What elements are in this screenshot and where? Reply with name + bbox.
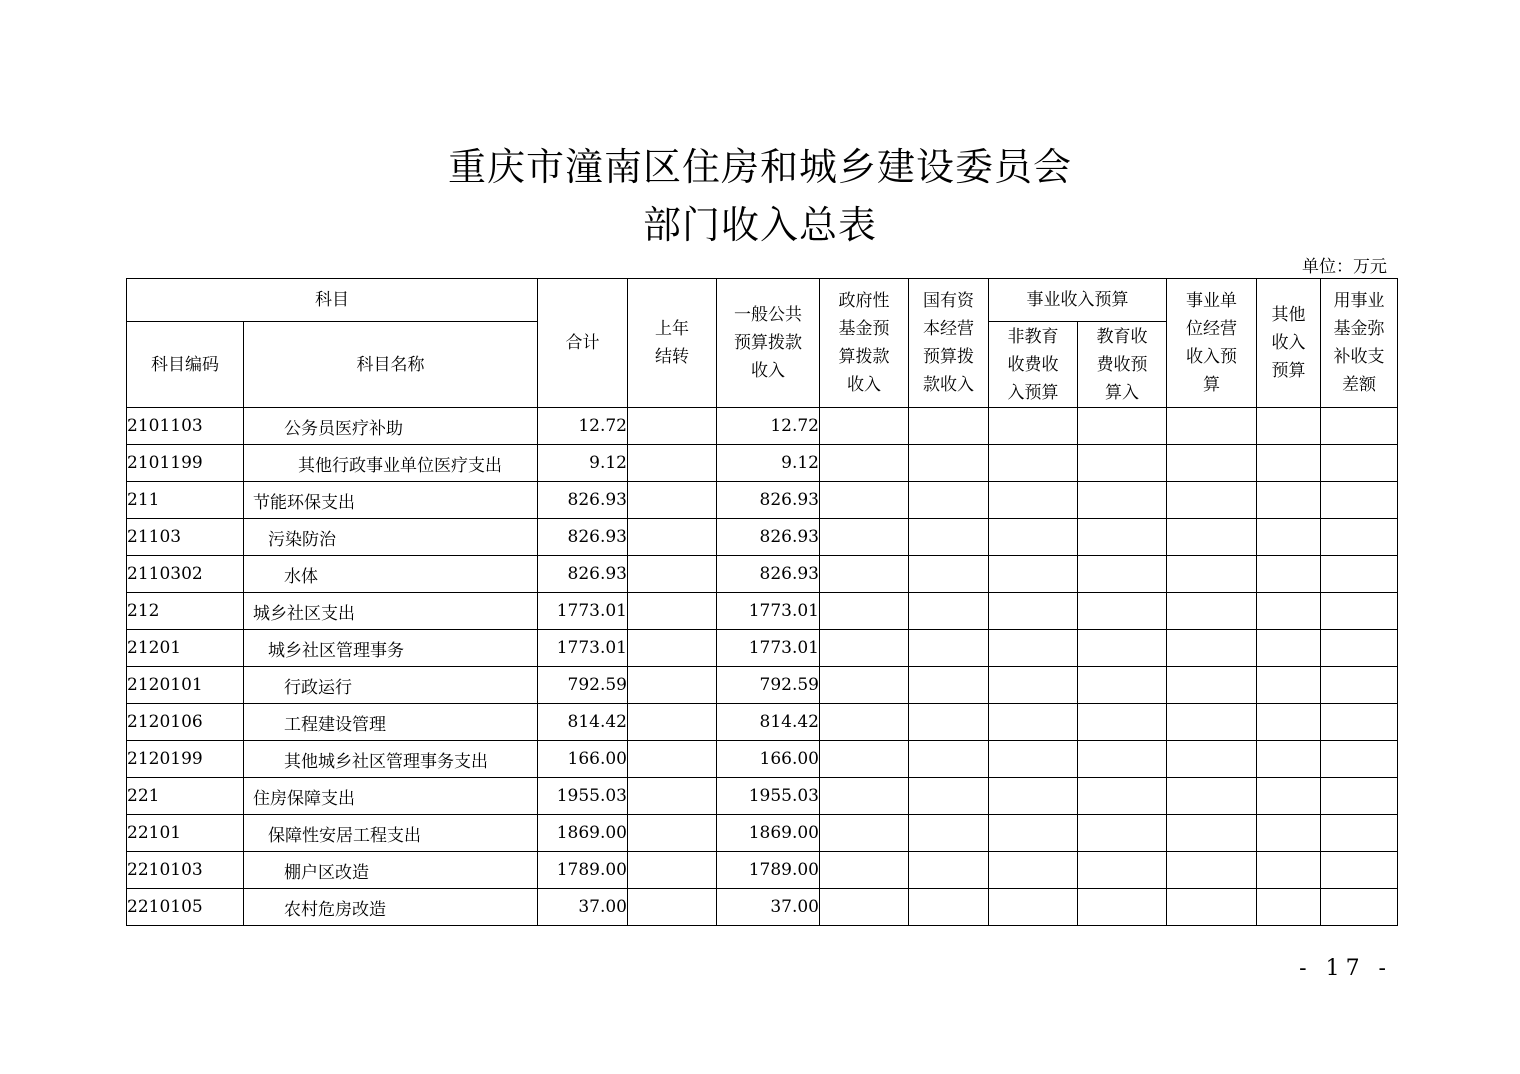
row-code-cell: 22101 — [127, 815, 244, 852]
row-fund-compensation-cell — [1321, 482, 1398, 519]
row-state-capital-cell — [909, 445, 989, 482]
row-gov-fund-cell — [820, 519, 909, 556]
row-gov-fund-cell — [820, 741, 909, 778]
row-total-cell: 9.12 — [538, 445, 628, 482]
row-other-income-cell — [1257, 778, 1321, 815]
row-other-income-cell — [1257, 852, 1321, 889]
general-budget-header: 一般公共预算拨款收入 — [717, 279, 820, 408]
row-gov-fund-cell — [820, 482, 909, 519]
code-header: 科目编码 — [127, 322, 244, 408]
row-gov-fund-cell — [820, 667, 909, 704]
row-general-budget-cell: 37.00 — [717, 889, 820, 926]
row-state-capital-cell — [909, 852, 989, 889]
row-unit-operation-cell — [1167, 889, 1257, 926]
row-general-budget-cell: 1773.01 — [717, 630, 820, 667]
gov-fund-header: 政府性基金预算拨款收入 — [820, 279, 909, 408]
row-edu-cell — [1078, 519, 1167, 556]
row-non-edu-cell — [989, 778, 1078, 815]
table-row — [127, 815, 1398, 852]
row-fund-compensation-cell — [1321, 778, 1398, 815]
row-non-edu-cell — [989, 667, 1078, 704]
unit-label: 单位：万元 — [1302, 257, 1387, 277]
row-state-capital-cell — [909, 408, 989, 445]
page-number: - 17 - — [1299, 956, 1392, 981]
row-name-cell: 保障性安居工程支出 — [244, 815, 538, 852]
row-name-cell: 住房保障支出 — [244, 778, 538, 815]
row-unit-operation-cell — [1167, 556, 1257, 593]
row-edu-cell — [1078, 704, 1167, 741]
row-general-budget-cell: 826.93 — [717, 556, 820, 593]
row-unit-operation-cell — [1167, 482, 1257, 519]
row-other-income-cell — [1257, 630, 1321, 667]
row-unit-operation-cell — [1167, 630, 1257, 667]
total-header: 合计 — [538, 279, 628, 408]
row-total-cell: 826.93 — [538, 519, 628, 556]
row-fund-compensation-cell — [1321, 741, 1398, 778]
row-carryover-cell — [628, 889, 717, 926]
row-unit-operation-cell — [1167, 741, 1257, 778]
row-unit-operation-cell — [1167, 408, 1257, 445]
income-summary-table — [126, 278, 1398, 926]
row-edu-cell — [1078, 889, 1167, 926]
row-carryover-cell — [628, 630, 717, 667]
row-general-budget-cell: 1869.00 — [717, 815, 820, 852]
row-fund-compensation-cell — [1321, 519, 1398, 556]
row-other-income-cell — [1257, 519, 1321, 556]
row-general-budget-cell: 1773.01 — [717, 593, 820, 630]
row-general-budget-cell: 1789.00 — [717, 852, 820, 889]
row-non-edu-cell — [989, 630, 1078, 667]
table-row — [127, 889, 1398, 926]
table-row — [127, 593, 1398, 630]
row-state-capital-cell — [909, 556, 989, 593]
row-fund-compensation-cell — [1321, 852, 1398, 889]
table-row — [127, 667, 1398, 704]
row-edu-cell — [1078, 593, 1167, 630]
row-fund-compensation-cell — [1321, 704, 1398, 741]
row-general-budget-cell: 792.59 — [717, 667, 820, 704]
row-other-income-cell — [1257, 704, 1321, 741]
row-state-capital-cell — [909, 667, 989, 704]
row-general-budget-cell: 166.00 — [717, 741, 820, 778]
row-total-cell: 1869.00 — [538, 815, 628, 852]
row-fund-compensation-cell — [1321, 630, 1398, 667]
subject-header: 科目 — [127, 279, 538, 322]
row-unit-operation-cell — [1167, 852, 1257, 889]
row-code-cell: 2210103 — [127, 852, 244, 889]
row-code-cell: 221 — [127, 778, 244, 815]
row-name-cell: 农村危房改造 — [244, 889, 538, 926]
table-row — [127, 482, 1398, 519]
row-code-cell: 2110302 — [127, 556, 244, 593]
row-fund-compensation-cell — [1321, 556, 1398, 593]
table-row — [127, 556, 1398, 593]
career-income-header: 事业收入预算 — [989, 279, 1167, 322]
row-other-income-cell — [1257, 815, 1321, 852]
row-other-income-cell — [1257, 408, 1321, 445]
row-edu-cell — [1078, 667, 1167, 704]
row-other-income-cell — [1257, 667, 1321, 704]
state-capital-header: 国有资本经营预算拨款收入 — [909, 279, 989, 408]
row-name-cell: 行政运行 — [244, 667, 538, 704]
row-state-capital-cell — [909, 519, 989, 556]
row-code-cell: 212 — [127, 593, 244, 630]
row-fund-compensation-cell — [1321, 445, 1398, 482]
row-code-cell: 2210105 — [127, 889, 244, 926]
row-carryover-cell — [628, 852, 717, 889]
row-non-edu-cell — [989, 815, 1078, 852]
row-gov-fund-cell — [820, 630, 909, 667]
row-gov-fund-cell — [820, 852, 909, 889]
row-unit-operation-cell — [1167, 704, 1257, 741]
row-fund-compensation-cell — [1321, 889, 1398, 926]
page-title: 重庆市潼南区住房和城乡建设委员会 — [447, 145, 1072, 189]
row-total-cell: 1789.00 — [538, 852, 628, 889]
row-state-capital-cell — [909, 704, 989, 741]
row-carryover-cell — [628, 593, 717, 630]
row-carryover-cell — [628, 519, 717, 556]
table-row — [127, 630, 1398, 667]
row-code-cell: 2120101 — [127, 667, 244, 704]
row-non-edu-cell — [989, 889, 1078, 926]
row-gov-fund-cell — [820, 704, 909, 741]
row-carryover-cell — [628, 667, 717, 704]
row-unit-operation-cell — [1167, 667, 1257, 704]
row-state-capital-cell — [909, 482, 989, 519]
row-total-cell: 1773.01 — [538, 630, 628, 667]
row-edu-cell — [1078, 630, 1167, 667]
row-code-cell: 2101199 — [127, 445, 244, 482]
row-gov-fund-cell — [820, 593, 909, 630]
row-general-budget-cell: 1955.03 — [717, 778, 820, 815]
row-name-cell: 城乡社区管理事务 — [244, 630, 538, 667]
fund-compensation-header: 用事业基金弥补收支差额 — [1321, 279, 1398, 408]
row-unit-operation-cell — [1167, 519, 1257, 556]
row-gov-fund-cell — [820, 408, 909, 445]
row-code-cell: 2120199 — [127, 741, 244, 778]
row-code-cell: 21201 — [127, 630, 244, 667]
page-subtitle: 部门收入总表 — [642, 203, 877, 247]
table-row — [127, 445, 1398, 482]
carryover-header: 上年结转 — [628, 279, 717, 408]
row-gov-fund-cell — [820, 889, 909, 926]
table-row — [127, 741, 1398, 778]
row-other-income-cell — [1257, 741, 1321, 778]
row-unit-operation-cell — [1167, 778, 1257, 815]
row-general-budget-cell: 826.93 — [717, 482, 820, 519]
row-other-income-cell — [1257, 445, 1321, 482]
row-code-cell: 2120106 — [127, 704, 244, 741]
row-general-budget-cell: 9.12 — [717, 445, 820, 482]
non-edu-header: 非教育收费收入预算 — [989, 322, 1078, 408]
row-code-cell: 211 — [127, 482, 244, 519]
row-fund-compensation-cell — [1321, 667, 1398, 704]
row-code-cell: 21103 — [127, 519, 244, 556]
row-gov-fund-cell — [820, 778, 909, 815]
row-non-edu-cell — [989, 519, 1078, 556]
row-total-cell: 792.59 — [538, 667, 628, 704]
row-state-capital-cell — [909, 778, 989, 815]
row-non-edu-cell — [989, 741, 1078, 778]
row-total-cell: 37.00 — [538, 889, 628, 926]
row-name-cell: 其他行政事业单位医疗支出 — [244, 445, 538, 482]
row-name-cell: 公务员医疗补助 — [244, 408, 538, 445]
row-total-cell: 166.00 — [538, 741, 628, 778]
row-total-cell: 1955.03 — [538, 778, 628, 815]
row-total-cell: 1773.01 — [538, 593, 628, 630]
row-unit-operation-cell — [1167, 593, 1257, 630]
row-total-cell: 826.93 — [538, 556, 628, 593]
edu-header: 教育收费收预算入 — [1078, 322, 1167, 408]
row-non-edu-cell — [989, 704, 1078, 741]
row-carryover-cell — [628, 741, 717, 778]
row-fund-compensation-cell — [1321, 593, 1398, 630]
row-carryover-cell — [628, 408, 717, 445]
name-header: 科目名称 — [244, 322, 538, 408]
row-edu-cell — [1078, 482, 1167, 519]
row-gov-fund-cell — [820, 445, 909, 482]
row-total-cell: 826.93 — [538, 482, 628, 519]
row-name-cell: 水体 — [244, 556, 538, 593]
row-other-income-cell — [1257, 482, 1321, 519]
row-carryover-cell — [628, 482, 717, 519]
row-non-edu-cell — [989, 445, 1078, 482]
row-state-capital-cell — [909, 593, 989, 630]
row-name-cell: 城乡社区支出 — [244, 593, 538, 630]
row-edu-cell — [1078, 408, 1167, 445]
other-income-header: 其他收入预算 — [1257, 279, 1321, 408]
unit-operation-header: 事业单位经营收入预算 — [1167, 279, 1257, 408]
row-edu-cell — [1078, 778, 1167, 815]
row-other-income-cell — [1257, 556, 1321, 593]
row-edu-cell — [1078, 852, 1167, 889]
row-name-cell: 节能环保支出 — [244, 482, 538, 519]
row-non-edu-cell — [989, 408, 1078, 445]
row-edu-cell — [1078, 741, 1167, 778]
row-general-budget-cell: 12.72 — [717, 408, 820, 445]
table-row — [127, 519, 1398, 556]
row-state-capital-cell — [909, 630, 989, 667]
table-row — [127, 704, 1398, 741]
row-carryover-cell — [628, 556, 717, 593]
row-non-edu-cell — [989, 852, 1078, 889]
table-row — [127, 778, 1398, 815]
row-fund-compensation-cell — [1321, 408, 1398, 445]
table-row — [127, 852, 1398, 889]
row-gov-fund-cell — [820, 556, 909, 593]
row-non-edu-cell — [989, 593, 1078, 630]
row-carryover-cell — [628, 704, 717, 741]
row-name-cell: 污染防治 — [244, 519, 538, 556]
row-non-edu-cell — [989, 556, 1078, 593]
row-edu-cell — [1078, 445, 1167, 482]
row-general-budget-cell: 814.42 — [717, 704, 820, 741]
row-state-capital-cell — [909, 741, 989, 778]
row-edu-cell — [1078, 815, 1167, 852]
row-other-income-cell — [1257, 593, 1321, 630]
row-total-cell: 12.72 — [538, 408, 628, 445]
row-other-income-cell — [1257, 889, 1321, 926]
row-carryover-cell — [628, 778, 717, 815]
row-name-cell: 棚户区改造 — [244, 852, 538, 889]
row-unit-operation-cell — [1167, 445, 1257, 482]
row-gov-fund-cell — [820, 815, 909, 852]
table-row — [127, 408, 1398, 445]
row-code-cell: 2101103 — [127, 408, 244, 445]
row-state-capital-cell — [909, 815, 989, 852]
row-unit-operation-cell — [1167, 815, 1257, 852]
row-state-capital-cell — [909, 889, 989, 926]
row-carryover-cell — [628, 815, 717, 852]
row-carryover-cell — [628, 445, 717, 482]
row-name-cell: 工程建设管理 — [244, 704, 538, 741]
row-name-cell: 其他城乡社区管理事务支出 — [244, 741, 538, 778]
row-total-cell: 814.42 — [538, 704, 628, 741]
row-edu-cell — [1078, 556, 1167, 593]
row-non-edu-cell — [989, 482, 1078, 519]
row-general-budget-cell: 826.93 — [717, 519, 820, 556]
row-fund-compensation-cell — [1321, 815, 1398, 852]
